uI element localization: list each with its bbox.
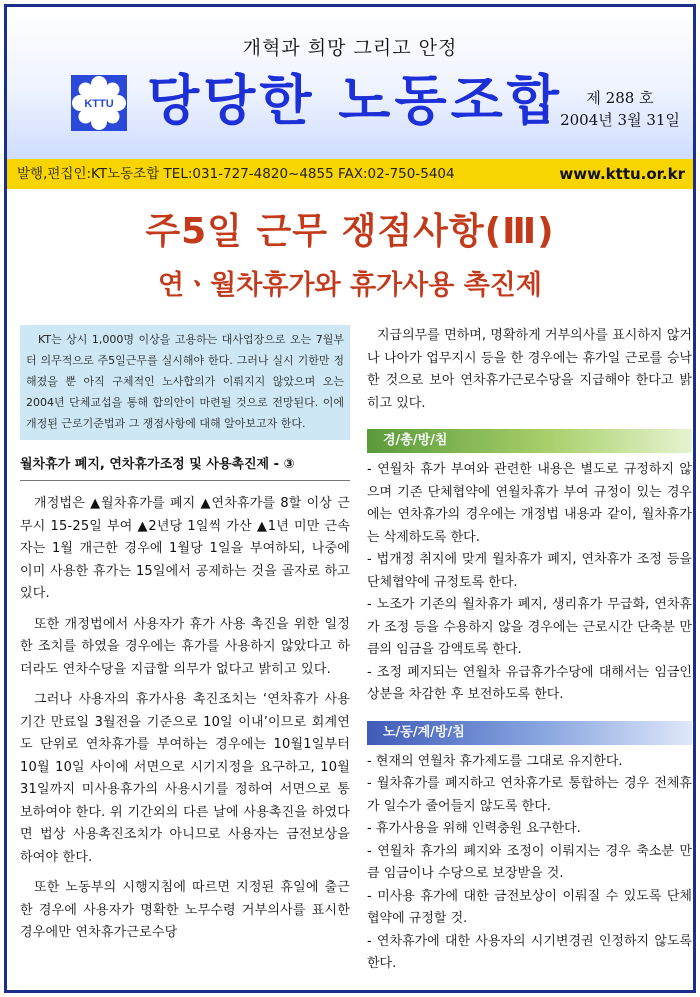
masthead xyxy=(7,7,693,159)
subheadline: 연ㆍ월차휴가와 휴가사용 촉진제 xyxy=(158,270,542,301)
list-item: - 미사용 휴가에 대한 금전보상이 이뤄질 수 있도록 단체협약에 규정할 것. xyxy=(367,888,692,926)
list-item: - 법개정 취지에 맞게 월차휴가 폐지, 연차휴가 조정 등을 단체협약에 규정토록 한다. xyxy=(367,552,692,590)
body-paragraph: 지급의무를 면하며, 명확하게 거부의사를 표시하지 않거나 나아가 업무지시 등을 한 경우에는 휴가일 근로를 승낙한 것으로 보아 연차휴가근로수당을 지급해야 한다고 밝히고 있다. xyxy=(367,328,692,411)
right-column xyxy=(367,325,692,976)
list-item: - 월차휴가를 폐지하고 연차휴가로 통합하는 경우 전체휴가 일수가 줄어들지 않도록 한다. xyxy=(367,776,692,814)
body-paragraph: 또한 노동부의 시행지침에 따르면 지정된 휴일에 출근한 경우에 사용자가 명확한 노무수령 거부의사를 표시한 경우에만 연차휴가근로수당 xyxy=(20,880,350,940)
intro-text: KT는 상시 1,000명 이상을 고용하는 대사업장으로 오는 7월부터 의무적으로 주5일근무를 실시해야 한다. 그러나 실시 기한만 정해졌을 뿐 아직 구체적인 노사합의가 이뤄지지 않았으며 오는 2004년 단체교섭을 통해 합의안이 마련될 것으로 전망된다. 이에 개정된 근로기준법과 그 쟁점사항에 대해 알아보고자 한다. xyxy=(26,333,344,430)
list-item: - 조정 폐지되는 연월차 유급휴가수당에 대해서는 임금인상분을 차감한 후 보전하도록 한다. xyxy=(367,664,692,702)
headline: 주5일 근무 쟁점사항(Ⅲ) xyxy=(145,211,555,252)
list-item: - 연차휴가에 대한 사용자의 시기변경권 인정하지 않도록 한다. xyxy=(367,933,692,971)
list-item: - 연월차 휴가의 폐지와 조정이 이뤄지는 경우 축소분 만큼 임금이나 수당으로 보장받을 것. xyxy=(367,843,692,881)
issue-number: 제 288 호 xyxy=(586,89,654,107)
issue-info xyxy=(555,87,685,131)
publisher-contact: 발행,편집인:KT노동조합 TEL:031-727-4820~4855 FAX:02-750-5404 xyxy=(17,166,455,182)
list-item: - 휴가사용을 위해 인력충원 요구한다. xyxy=(367,821,581,836)
labor-policy-heading: 노/동/계/방/침 xyxy=(367,721,692,745)
section-title: 월차휴가 폐지, 연차휴가조정 및 사용촉진제 - ③ xyxy=(20,450,350,481)
list-item: - 연월차 휴가 부여와 관련한 내용은 별도로 규정하지 않으며 기존 단체협약에 연월차휴가 부여 규정이 있는 경우에는 연차휴가의 경우에는 개정법 내용과 같이, 월차휴가는 삭제하도록 한다. xyxy=(367,462,692,545)
issue-date: 2004년 3월 31일 xyxy=(560,111,680,129)
slogan: 개혁과 희망 그리고 안정 xyxy=(242,37,458,59)
body-paragraph: 개정법은 ▲월차휴가를 폐지 ▲연차휴가를 8할 이상 근무시 15-25일 부여 ▲2년당 1일씩 가산 ▲1년 미만 근속자는 1월 개근한 경우에 1월당 1일을 부여하되, 나중에 이미 사용한 휴가는 15일에서 공제하는 것을 골자로 하고 있다. xyxy=(20,496,350,601)
left-column xyxy=(20,325,350,945)
body-paragraph: 그러나 사용자의 휴가사용 촉진조치는 ‘연차휴가 사용기간 만료일 3월전을 기준으로 10일 이내’이므로 회계연도 단위로 연차휴가를 부여하는 경우에는 10월1일부터 10월 10일 사이에 서면으로 시기지정을 요구하고, 10월 31일까지 미사용휴가의 사용시기를 정하여 서면으로 통보하여야 한다. 위 기간외의 다른 날에 사용촉진을 하였다면 법상 사용촉진조치가 아니므로 사용자는 금전보상을 하여야 한다. xyxy=(20,692,350,865)
intro-box xyxy=(20,325,350,440)
publisher-bar xyxy=(7,159,693,189)
list-item: - 현재의 연월차 휴가제도를 그대로 유지한다. xyxy=(367,753,623,769)
management-policy-list xyxy=(367,459,692,707)
newsletter-page xyxy=(4,4,696,993)
logo-text: KTTU xyxy=(84,98,114,110)
management-policy-heading: 경/총/방/침 xyxy=(367,429,692,453)
list-item: - 노조가 기존의 월차휴가 폐지, 생리휴가 무급화, 연차휴가 조정 등을 수용하지 않을 경우에는 근로시간 단축분 만큼의 임금을 감액토록 한다. xyxy=(367,597,692,657)
labor-policy-list xyxy=(367,751,692,976)
body-paragraph: 또한 개정법에서 사용자가 휴가 사용 촉진을 위한 일정한 조치를 하였을 경우에는 휴가를 사용하지 않았다고 하더라도 연차수당을 지급할 의무가 없다고 밝히고 있다. xyxy=(20,616,350,677)
paper-title: 당당한 노동조합 xyxy=(147,69,563,132)
kttu-logo-icon xyxy=(71,75,127,131)
website-link[interactable]: www.kttu.or.kr xyxy=(559,165,685,183)
